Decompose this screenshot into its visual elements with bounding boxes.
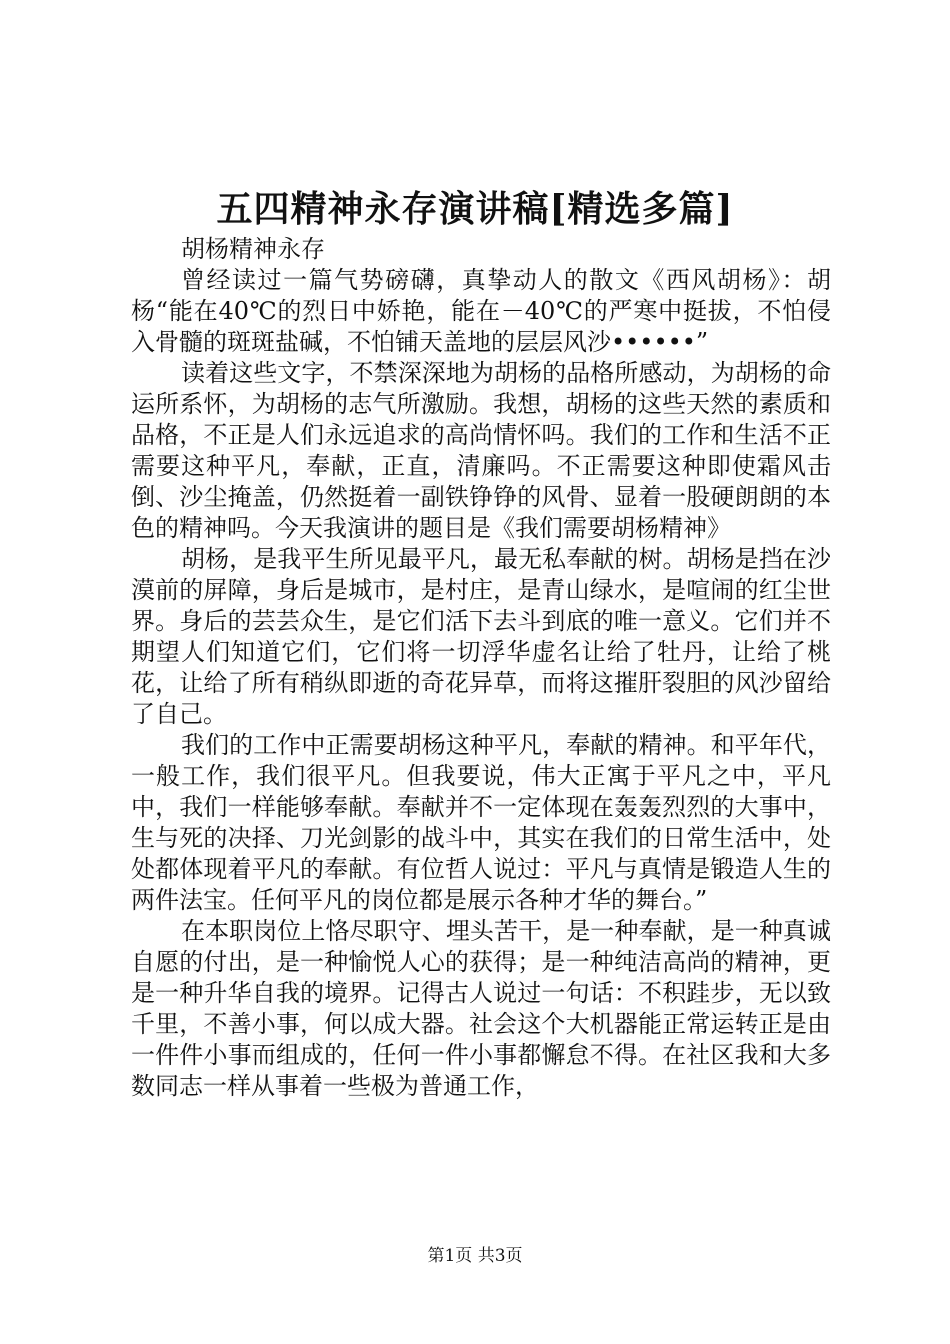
page-number-footer: 第1页 共3页 — [427, 1246, 523, 1266]
document-body — [131, 234, 831, 1102]
document-title: 五四精神永存演讲稿[精选多篇] — [216, 188, 734, 230]
paragraph-2: 读着这些文字，不禁深深地为胡杨的品格所感动，为胡杨的命运所系怀，为胡杨的志气所激励。我想，胡杨的这些天然的素质和品格，不正是人们永远追求的高尚情怀吗。我们的工作和生活不正需要这种平凡，奉献，正直，清廉吗。不正需要这种即使霜风击倒、沙尘掩盖，仍然挺着一副铁铮铮的风骨、显着一股硬朗朗的本色的精神吗。今天我演讲的题目是《我们需要胡杨精神》 — [131, 359, 831, 542]
paragraph-5: 在本职岗位上恪尽职守、埋头苦干，是一种奉献，是一种真诚自愿的付出，是一种愉悦人心的获得；是一种纯洁高尚的精神，更是一种升华自我的境界。记得古人说过一句话：不积跬步，无以致千里，不善小事，何以成大器。社会这个大机器能正常运转正是由一件件小事而组成的，任何一件小事都懈怠不得。在社区我和大多数同志一样从事着一些极为普通工作， — [131, 917, 831, 1100]
section-subheading: 胡杨精神永存 — [181, 235, 325, 263]
paragraph-4: 我们的工作中正需要胡杨这种平凡，奉献的精神。和平年代，一般工作，我们很平凡。但我要说，伟大正寓于平凡之中，平凡中，我们一样能够奉献。奉献并不一定体现在轰轰烈烈的大事中，生与死的决择、刀光剑影的战斗中，其实在我们的日常生活中，处处都体现着平凡的奉献。有位哲人说过：平凡与真情是锻造人生的两件法宝。任何平凡的岗位都是展示各种才华的舞台。” — [131, 731, 831, 914]
paragraph-3: 胡杨，是我平生所见最平凡，最无私奉献的树。胡杨是挡在沙漠前的屏障，身后是城市，是村庄，是青山绿水，是喧闹的红尘世界。身后的芸芸众生，是它们活下去斗到底的唯一意义。它们并不期望人们知道它们，它们将一切浮华虚名让给了牡丹，让给了桃花，让给了所有稍纵即逝的奇花异草，而将这摧肝裂胆的风沙留给了自己。 — [131, 545, 831, 728]
paragraph-1: 曾经读过一篇气势磅礴，真挚动人的散文《西风胡杨》：胡杨“能在40℃的烈日中娇艳，能在－40℃的严寒中挺拔，不怕侵入骨髓的斑斑盐碱，不怕铺天盖地的层层风沙••••••” — [131, 266, 831, 356]
